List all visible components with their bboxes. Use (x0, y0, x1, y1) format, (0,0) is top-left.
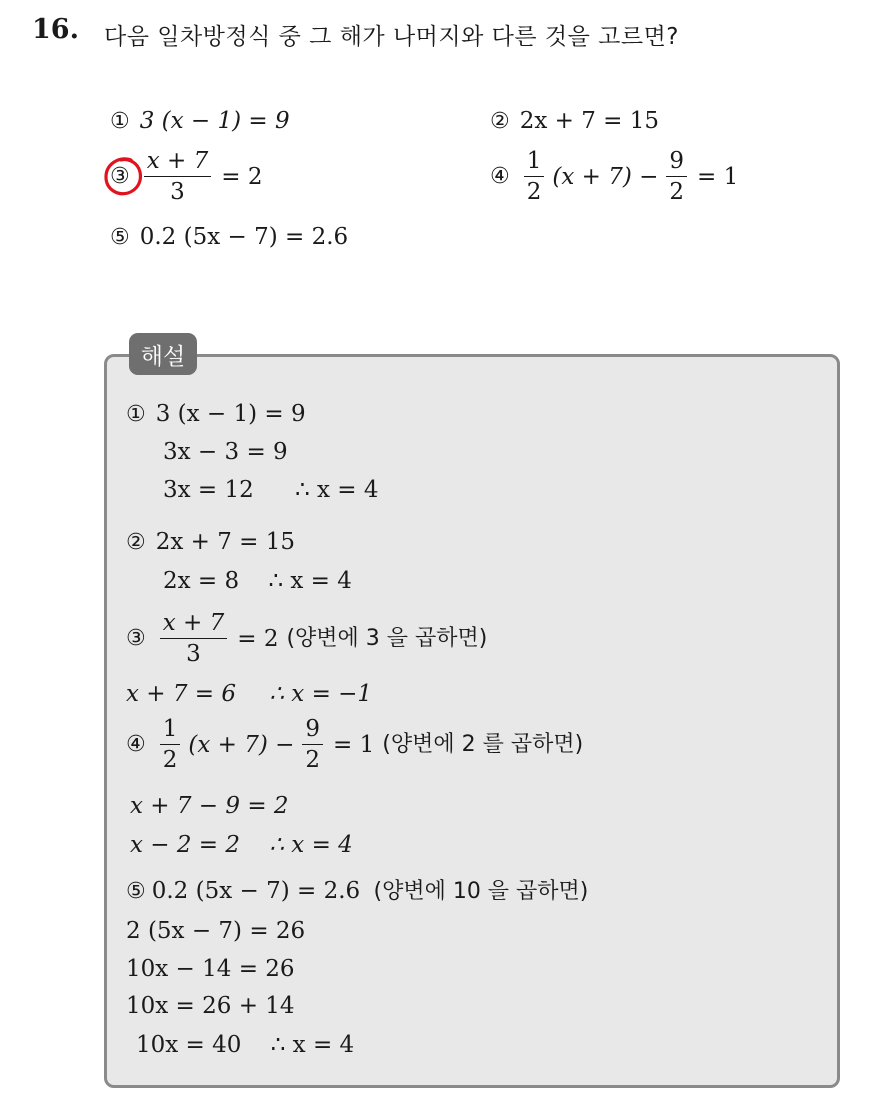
solution-5-result: ∴ x = 4 (270, 1032, 355, 1058)
solution-1-line-1 (126, 403, 306, 426)
solution-4-fraction-1-num: 1 (160, 718, 181, 745)
solution-3-mark: ③ (126, 626, 146, 651)
solution-3-line-1 (126, 612, 487, 666)
solution-3-numerator: x + 7 (160, 612, 228, 639)
choice-4-fraction-2-den: 2 (669, 179, 685, 205)
solution-4-line-1 (126, 718, 583, 772)
solution-1-expr: 3 (x − 1) = 9 (155, 401, 306, 427)
choice-4-mark: ④ (490, 164, 510, 189)
solution-4-fraction-2-num: 9 (302, 718, 323, 745)
choice-3-denominator: 3 (170, 179, 185, 205)
solution-5-note: (양변에 10 을 곱하면) (373, 879, 589, 904)
choice-3-mark: ③ (110, 164, 130, 189)
solution-3-note: (양변에 3 을 곱하면) (286, 626, 488, 651)
solution-4-result: ∴ x = 4 (269, 832, 353, 858)
choice-1-mark: ① (110, 109, 130, 134)
solution-4-rest: = 1 (333, 731, 375, 758)
choice-4-mid: (x + 7) − (552, 163, 659, 190)
solution-1-line-3-expr: 3x = 12 (163, 477, 254, 503)
solution-1-mark: ① (126, 402, 146, 427)
solution-4-fraction-1 (160, 718, 181, 772)
solution-4-fraction-2 (302, 718, 323, 772)
solution-2-line-2-expr: 2x = 8 (163, 568, 240, 594)
solution-4-mark: ④ (126, 732, 146, 757)
choice-5[interactable] (110, 226, 348, 249)
solution-5-line-4: 10x = 26 + 14 (126, 993, 295, 1019)
question-text: 다음 일차방정식 중 그 해가 나머지와 다른 것을 고르면? (104, 24, 679, 50)
solution-4-line-3 (130, 834, 353, 857)
solution-3-fraction (160, 612, 228, 666)
solution-5-line-5 (136, 1034, 354, 1057)
solution-2-mark: ② (126, 530, 146, 555)
solution-3-result: ∴ x = −1 (269, 681, 373, 707)
choice-2[interactable] (490, 110, 659, 133)
choice-2-expr: 2x + 7 = 15 (519, 108, 660, 134)
choice-5-expr: 0.2 (5x − 7) = 2.6 (139, 224, 349, 250)
choice-4-fraction-1-den: 2 (526, 179, 542, 205)
answer-circle-mark (101, 154, 145, 198)
solution-4-fraction-1-den: 2 (162, 747, 178, 773)
solution-5-mark: ⑤ (126, 879, 146, 904)
solution-4-line-3-expr: x − 2 = 2 (130, 832, 241, 858)
solution-4-line-2: x + 7 − 9 = 2 (130, 793, 289, 819)
choice-4[interactable] (490, 150, 738, 204)
solution-4-note: (양변에 2 를 곱하면) (382, 732, 584, 757)
solution-5-line-3: 10x − 14 = 26 (126, 956, 295, 982)
choice-1-expr: 3 (x − 1) = 9 (139, 108, 290, 134)
solution-1-line-3 (163, 479, 379, 502)
solution-3-denominator: 3 (186, 641, 201, 667)
choice-4-fraction-2-num: 9 (666, 150, 687, 177)
solution-2-expr: 2x + 7 = 15 (155, 529, 296, 555)
solution-4-fraction-2-den: 2 (305, 747, 321, 773)
choice-3-rest: = 2 (221, 163, 263, 190)
solution-tag: 해설 (129, 333, 197, 375)
choice-4-rest: = 1 (697, 163, 739, 190)
question-number: 16. (32, 14, 79, 45)
solution-5-expr: 0.2 (5x − 7) = 2.6 (151, 878, 361, 904)
choice-3-fraction (144, 150, 212, 204)
solution-3-line-2-expr: x + 7 = 6 (126, 681, 237, 707)
solution-5-line-5-expr: 10x = 40 (136, 1032, 242, 1058)
solution-3-rest: = 2 (237, 625, 279, 652)
choice-4-fraction-1-num: 1 (524, 150, 545, 177)
choice-3-numerator: x + 7 (144, 150, 212, 177)
solution-5-line-1 (126, 880, 588, 903)
solution-5-line-2: 2 (5x − 7) = 26 (126, 918, 306, 944)
choice-1[interactable] (110, 110, 290, 133)
solution-2-result: ∴ x = 4 (268, 568, 352, 594)
solution-1-result: ∴ x = 4 (295, 477, 379, 503)
solution-2-line-2 (163, 570, 352, 593)
solution-1-line-2: 3x − 3 = 9 (163, 439, 288, 465)
solution-3-line-2 (126, 683, 372, 706)
choice-4-fraction-2 (666, 150, 687, 204)
solution-4-mid: (x + 7) − (188, 731, 295, 758)
choice-5-mark: ⑤ (110, 225, 130, 250)
choice-2-mark: ② (490, 109, 510, 134)
solution-2-line-1 (126, 531, 295, 554)
choice-4-fraction-1 (524, 150, 545, 204)
